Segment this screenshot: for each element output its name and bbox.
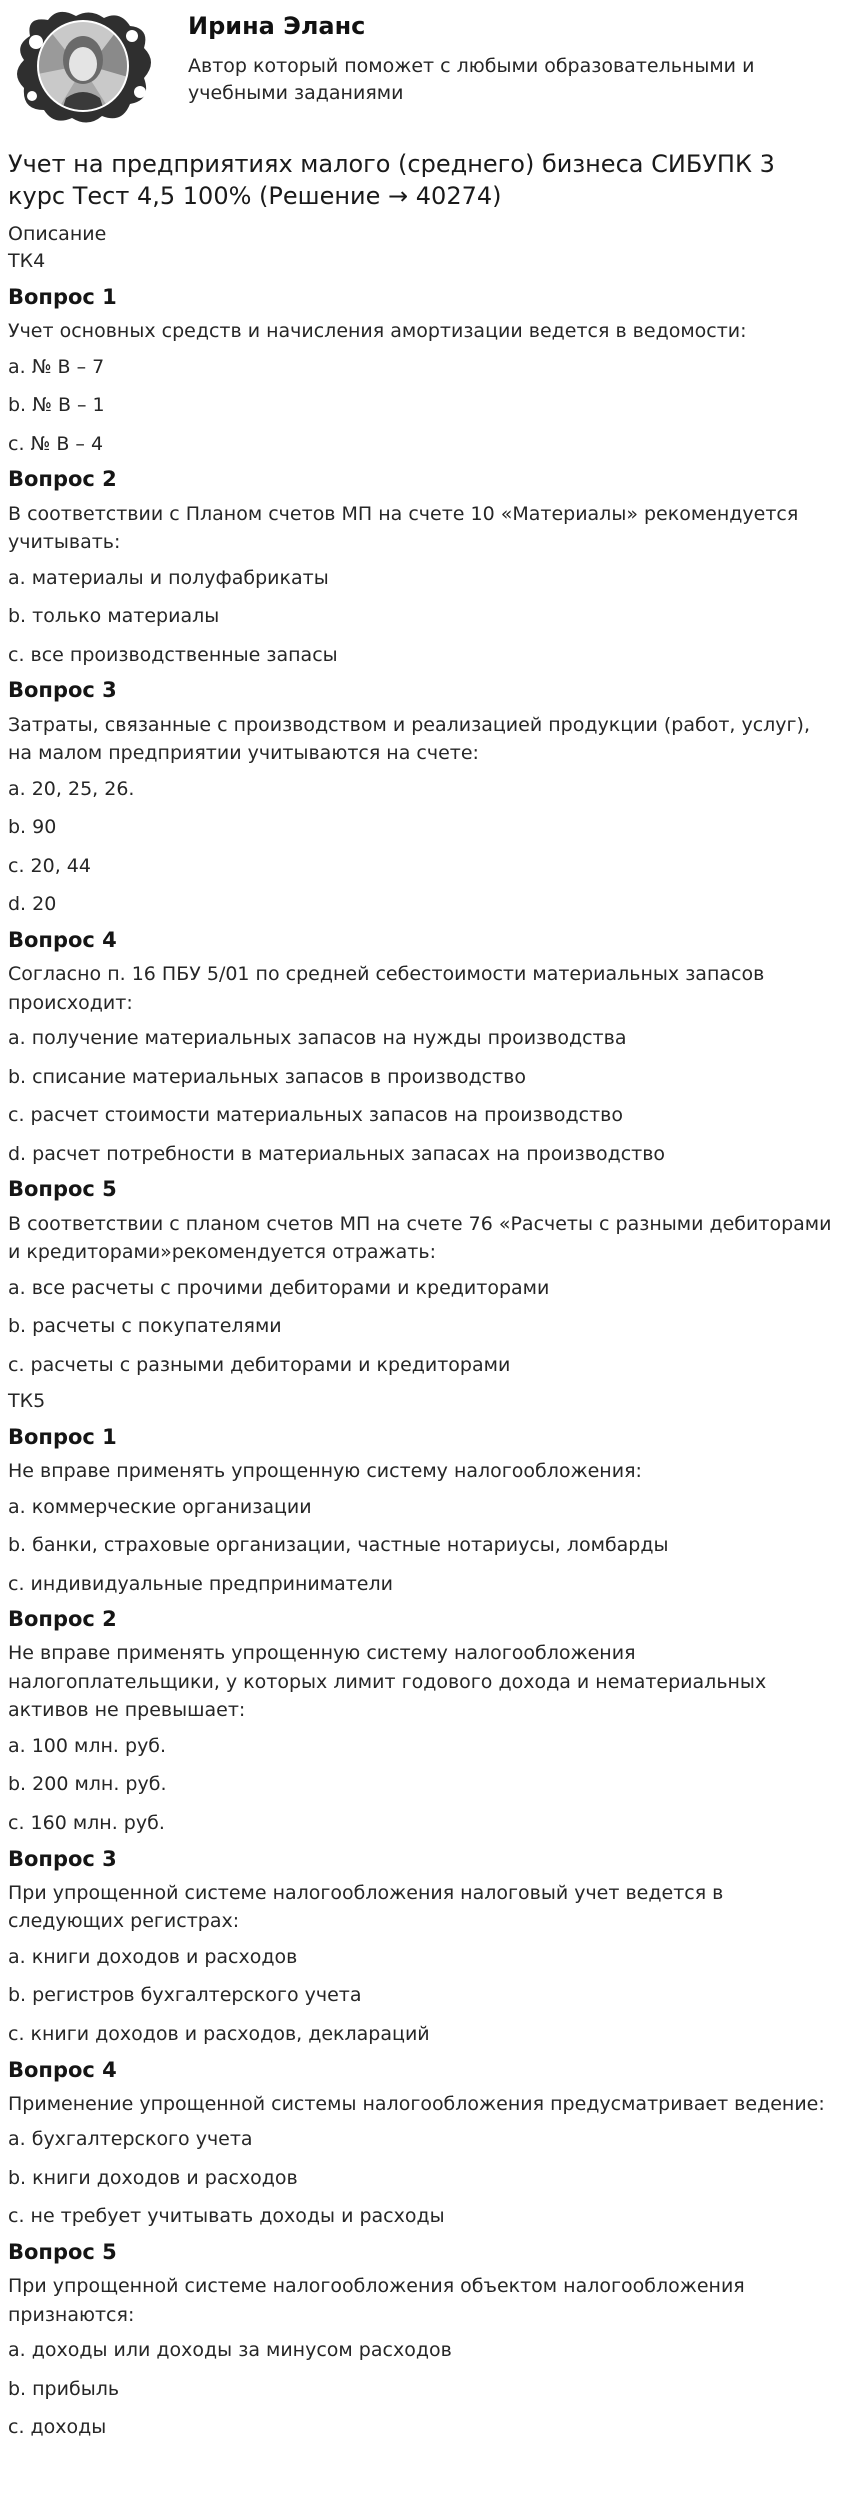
author-description: Автор который поможет с любыми образовательными и учебными заданиями: [188, 54, 755, 105]
question-block: [8, 2057, 839, 2231]
answer-option: c. 160 млн. руб.: [8, 1812, 165, 1835]
answer-option: a. все расчеты с прочими дебиторами и кредиторами: [8, 1276, 550, 1299]
question-text: Учет основных средств и начисления амортизации ведется в ведомости:: [8, 320, 747, 343]
question-block: [8, 2239, 839, 2442]
answer-option: b. только материалы: [8, 605, 220, 628]
answer-option: c. все производственные запасы: [8, 643, 338, 666]
answer-option: b. книги доходов и расходов: [8, 2166, 298, 2189]
answer-option: c. расчет стоимости материальных запасов на производство: [8, 1104, 623, 1127]
answer-option: c. книги доходов и расходов, деклараций: [8, 2022, 430, 2045]
description-label: Описание: [8, 222, 107, 245]
answer-option: a. № В – 7: [8, 355, 105, 378]
answer-option: a. 100 млн. руб.: [8, 1734, 167, 1757]
answer-option: a. доходы или доходы за минусом расходов: [8, 2339, 452, 2362]
answer-option: a. 20, 25, 26.: [8, 777, 135, 800]
question-text: В соответствии с планом счетов МП на счете 76 «Расчеты с разными дебиторами и кредиторами»рекомендуется отражать:: [8, 1212, 832, 1264]
question-block: [8, 1424, 839, 1598]
question-text: Не вправе применять упрощенную систему налогообложения налогоплательщики, у которых лимит годового дохода и нематериальных активов не превышает:: [8, 1642, 767, 1722]
question-text: Согласно п. 16 ПБУ 5/01 по средней себестоимости материальных запасов происходит:: [8, 963, 765, 1014]
question-block: [8, 466, 839, 669]
section-label: ТК5: [8, 1390, 46, 1413]
question-heading: Вопрос 5: [8, 1177, 117, 1202]
question-text: При упрощенной системе налогообложения объектом налогообложения признаются:: [8, 2275, 745, 2326]
question-heading: Вопрос 1: [8, 1424, 117, 1449]
author-name[interactable]: Ирина Эланс: [188, 12, 366, 40]
question-text: При упрощенной системе налогообложения налоговый учет ведется в следующих регистрах:: [8, 1881, 724, 1933]
question-block: [8, 1176, 839, 1379]
answer-option: b. 200 млн. руб.: [8, 1773, 167, 1796]
question-heading: Вопрос 1: [8, 284, 117, 309]
section-label: ТК4: [8, 250, 46, 273]
question-heading: Вопрос 4: [8, 2057, 117, 2082]
answer-option: c. расчеты с разными дебиторами и кредиторами: [8, 1353, 511, 1376]
answer-option: a. книги доходов и расходов: [8, 1945, 298, 1968]
answer-option: c. № В – 4: [8, 432, 104, 455]
question-heading: Вопрос 2: [8, 467, 117, 492]
question-block: [8, 1846, 839, 2049]
answer-option: b. № В – 1: [8, 394, 105, 417]
question-heading: Вопрос 3: [8, 678, 117, 703]
answer-option: c. 20, 44: [8, 854, 91, 877]
author-info: [188, 6, 788, 108]
section-tk4: [8, 248, 839, 1379]
question-text: Затраты, связанные с производством и реализацией продукции (работ, услуг), на малом предприятии учитываются на счете:: [8, 713, 810, 765]
author-card: [8, 0, 839, 126]
section-tk5: [8, 1388, 839, 2442]
answer-option: b. прибыль: [8, 2377, 120, 2400]
answer-option: b. списание материальных запасов в производство: [8, 1065, 526, 1088]
question-text: В соответствии с Планом счетов МП на счете 10 «Материалы» рекомендуется учитывать:: [8, 502, 799, 554]
answer-option: a. материалы и полуфабрикаты: [8, 566, 329, 589]
answer-option: d. расчет потребности в материальных запасах на производство: [8, 1142, 666, 1165]
question-heading: Вопрос 4: [8, 927, 117, 952]
answer-option: c. индивидуальные предприниматели: [8, 1572, 393, 1595]
author-avatar[interactable]: [8, 6, 158, 126]
question-heading: Вопрос 3: [8, 1846, 117, 1871]
answer-option: a. бухгалтерского учета: [8, 2128, 253, 2151]
answer-option: d. 20: [8, 893, 57, 916]
question-block: [8, 1606, 839, 1837]
question-block: [8, 927, 839, 1168]
question-text: Не вправе применять упрощенную систему налогообложения:: [8, 1460, 642, 1482]
question-text: Применение упрощенной системы налогообложения предусматривает ведение:: [8, 2092, 825, 2115]
page-title: Учет на предприятиях малого (среднего) бизнеса СИБУПК 3 курс Тест 4,5 100% (Решение → 40274): [8, 150, 775, 211]
answer-option: b. регистров бухгалтерского учета: [8, 1984, 362, 2007]
question-heading: Вопрос 2: [8, 1607, 117, 1632]
answer-option: c. доходы: [8, 2416, 107, 2439]
answer-option: c. не требует учитывать доходы и расходы: [8, 2205, 445, 2228]
question-block: [8, 677, 839, 918]
answer-option: b. 90: [8, 816, 57, 839]
question-heading: Вопрос 5: [8, 2239, 117, 2264]
question-block: [8, 284, 839, 458]
answer-option: a. коммерческие организации: [8, 1495, 312, 1518]
answer-option: b. расчеты с покупателями: [8, 1315, 282, 1338]
answer-option: a. получение материальных запасов на нужды производства: [8, 1027, 627, 1050]
answer-option: b. банки, страховые организации, частные нотариусы, ломбарды: [8, 1534, 669, 1557]
